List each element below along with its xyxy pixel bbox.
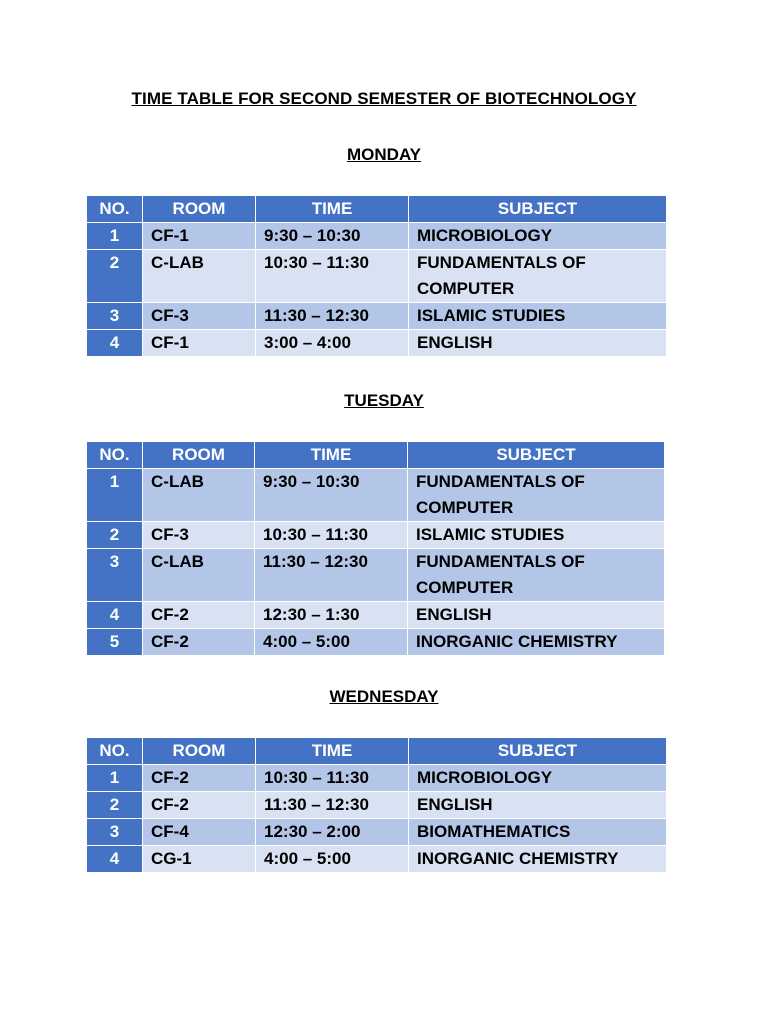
row-subject: BIOMATHEMATICS xyxy=(409,819,667,846)
row-subject: INORGANIC CHEMISTRY xyxy=(408,629,665,656)
monday-table xyxy=(86,195,667,357)
row-room: CF-1 xyxy=(143,330,256,357)
row-subject: INORGANIC CHEMISTRY xyxy=(409,846,667,873)
header-room: ROOM xyxy=(143,738,256,765)
row-room: C-LAB xyxy=(143,250,256,303)
table-row xyxy=(87,549,665,602)
table-row xyxy=(87,602,665,629)
row-time: 11:30 – 12:30 xyxy=(256,303,409,330)
row-subject: ISLAMIC STUDIES xyxy=(408,522,665,549)
header-subject: SUBJECT xyxy=(408,442,665,469)
row-no: 2 xyxy=(87,250,143,303)
table-row xyxy=(87,223,667,250)
tuesday-heading: TUESDAY xyxy=(344,391,424,410)
row-room: CF-3 xyxy=(143,303,256,330)
table-row xyxy=(87,330,667,357)
row-subject: ENGLISH xyxy=(408,602,665,629)
row-no: 1 xyxy=(87,223,143,250)
header-time: TIME xyxy=(256,196,409,223)
table-row xyxy=(87,522,665,549)
row-time: 10:30 – 11:30 xyxy=(256,250,409,303)
table-row xyxy=(87,846,667,873)
table-row xyxy=(87,819,667,846)
table-row xyxy=(87,765,667,792)
header-subject: SUBJECT xyxy=(409,738,667,765)
row-time: 3:00 – 4:00 xyxy=(256,330,409,357)
table-row xyxy=(87,792,667,819)
header-subject: SUBJECT xyxy=(409,196,667,223)
header-no: NO. xyxy=(87,196,143,223)
table-row xyxy=(87,469,665,522)
row-subject: ENGLISH xyxy=(409,330,667,357)
table-row xyxy=(87,303,667,330)
wednesday-table xyxy=(86,737,667,873)
row-no: 3 xyxy=(87,549,143,602)
row-no: 3 xyxy=(87,303,143,330)
row-no: 4 xyxy=(87,846,143,873)
document-title: TIME TABLE FOR SECOND SEMESTER OF BIOTECHNOLOGY xyxy=(131,89,637,108)
table-row xyxy=(87,629,665,656)
row-room: C-LAB xyxy=(143,549,255,602)
row-subject: MICROBIOLOGY xyxy=(409,765,667,792)
row-room: CF-3 xyxy=(143,522,255,549)
row-no: 5 xyxy=(87,629,143,656)
row-no: 1 xyxy=(87,765,143,792)
table-header-row xyxy=(87,738,667,765)
header-room: ROOM xyxy=(143,196,256,223)
table-row xyxy=(87,250,667,303)
row-room: CF-2 xyxy=(143,602,255,629)
row-subject: ISLAMIC STUDIES xyxy=(409,303,667,330)
monday-heading: MONDAY xyxy=(347,145,421,164)
row-time: 10:30 – 11:30 xyxy=(256,765,409,792)
row-no: 2 xyxy=(87,522,143,549)
header-time: TIME xyxy=(255,442,408,469)
row-subject: FUNDAMENTALS OF COMPUTER xyxy=(409,250,667,303)
wednesday-heading: WEDNESDAY xyxy=(329,687,439,706)
row-no: 4 xyxy=(87,602,143,629)
row-time: 9:30 – 10:30 xyxy=(255,469,408,522)
table-header-row xyxy=(87,442,665,469)
row-room: CG-1 xyxy=(143,846,256,873)
row-subject: FUNDAMENTALS OF COMPUTER xyxy=(408,549,665,602)
row-time: 10:30 – 11:30 xyxy=(255,522,408,549)
row-room: C-LAB xyxy=(143,469,255,522)
row-time: 4:00 – 5:00 xyxy=(256,846,409,873)
row-no: 2 xyxy=(87,792,143,819)
row-no: 1 xyxy=(87,469,143,522)
row-room: CF-2 xyxy=(143,792,256,819)
header-no: NO. xyxy=(87,442,143,469)
row-time: 11:30 – 12:30 xyxy=(255,549,408,602)
row-time: 4:00 – 5:00 xyxy=(255,629,408,656)
row-room: CF-4 xyxy=(143,819,256,846)
row-subject: FUNDAMENTALS OF COMPUTER xyxy=(408,469,665,522)
row-time: 11:30 – 12:30 xyxy=(256,792,409,819)
tuesday-table xyxy=(86,441,665,656)
row-room: CF-1 xyxy=(143,223,256,250)
row-no: 4 xyxy=(87,330,143,357)
row-no: 3 xyxy=(87,819,143,846)
header-room: ROOM xyxy=(143,442,255,469)
row-time: 9:30 – 10:30 xyxy=(256,223,409,250)
row-time: 12:30 – 2:00 xyxy=(256,819,409,846)
row-time: 12:30 – 1:30 xyxy=(255,602,408,629)
row-room: CF-2 xyxy=(143,629,255,656)
table-header-row xyxy=(87,196,667,223)
row-room: CF-2 xyxy=(143,765,256,792)
row-subject: MICROBIOLOGY xyxy=(409,223,667,250)
row-subject: ENGLISH xyxy=(409,792,667,819)
header-no: NO. xyxy=(87,738,143,765)
header-time: TIME xyxy=(256,738,409,765)
